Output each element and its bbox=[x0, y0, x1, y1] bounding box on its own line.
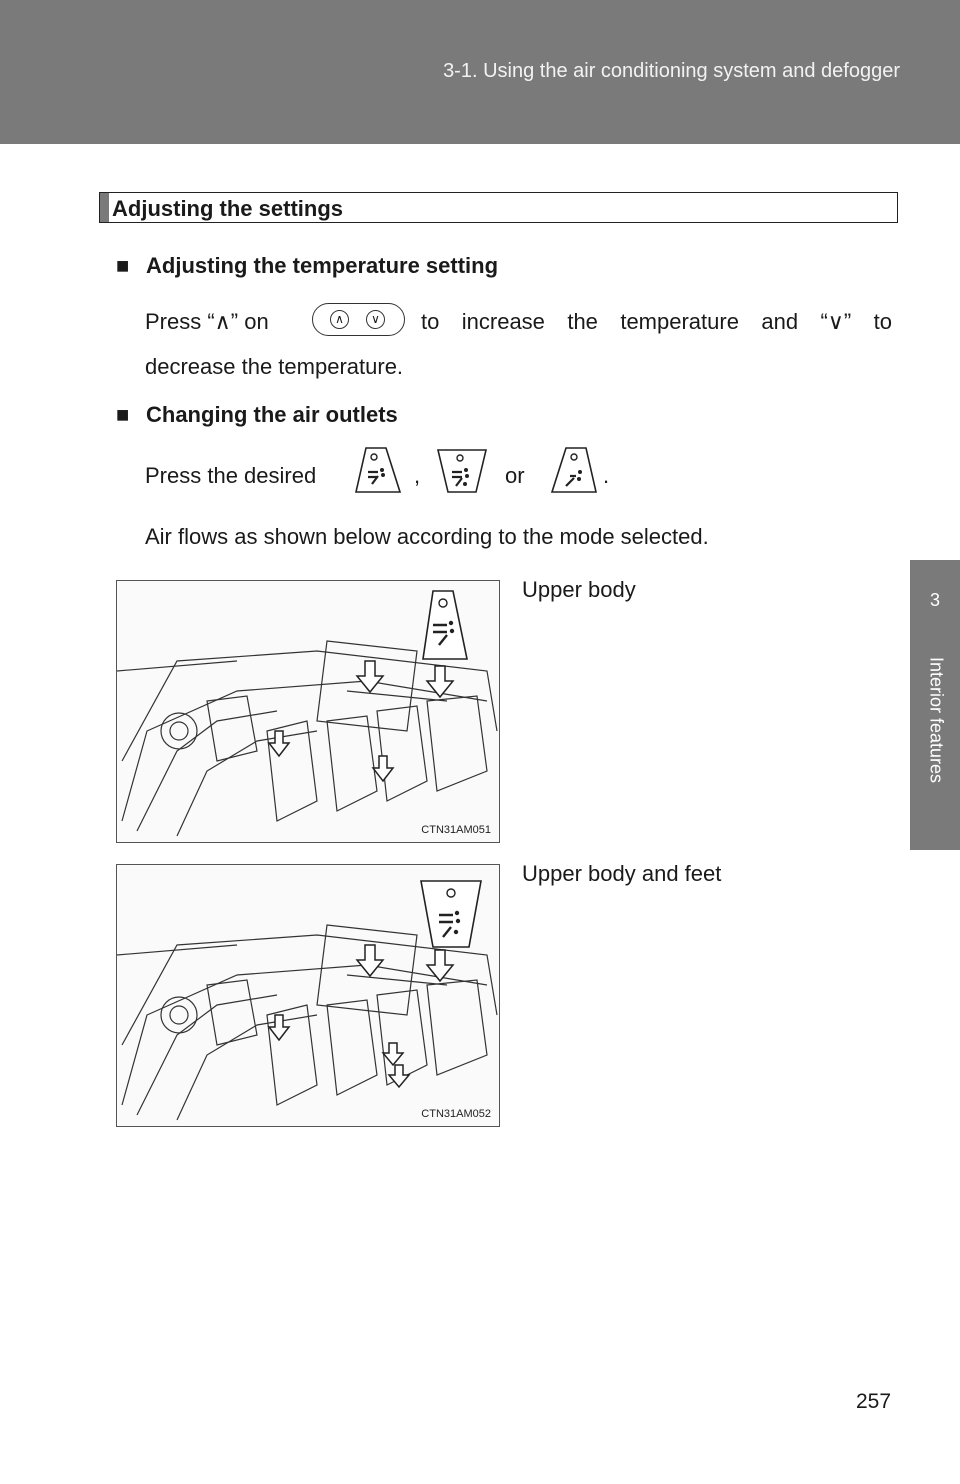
figure-upper-body-and-feet bbox=[116, 864, 500, 1127]
down-chevron-icon: ∨ bbox=[366, 310, 385, 329]
temperature-text-part1: Press “∧” on bbox=[145, 309, 269, 334]
outlets-period: . bbox=[603, 463, 610, 488]
chapter-title: 3-1. Using the air conditioning system and defogger bbox=[443, 60, 900, 82]
temperature-heading bbox=[116, 253, 498, 279]
figure-upper-body bbox=[116, 580, 500, 843]
figure-code: CTN31AM051 bbox=[421, 824, 491, 836]
bilevel-mode-icon bbox=[436, 446, 488, 496]
section-heading-bar bbox=[100, 193, 109, 222]
figure-caption: Upper body bbox=[522, 577, 636, 602]
chapter-number: 3 bbox=[929, 590, 940, 610]
airflow-description: Air flows as shown below according to the mode selected. bbox=[145, 524, 709, 549]
feet-mode-icon bbox=[548, 446, 600, 496]
page-header bbox=[0, 0, 960, 144]
chapter-label: Interior features bbox=[926, 656, 947, 784]
temperature-text-line2: decrease the temperature. bbox=[145, 354, 404, 379]
face-mode-icon bbox=[352, 446, 404, 496]
outlets-press-text: Press the desired bbox=[145, 463, 317, 488]
figure-caption: Upper body and feet bbox=[522, 861, 722, 886]
temperature-switch-icon bbox=[312, 303, 405, 336]
square-bullet-icon: ■ bbox=[116, 253, 130, 278]
temperature-heading-text: Adjusting the temperature setting bbox=[146, 253, 499, 278]
section-heading-box bbox=[99, 192, 898, 223]
car-interior-illustration bbox=[117, 581, 500, 843]
outlets-comma: , bbox=[414, 463, 421, 488]
square-bullet-icon: ■ bbox=[116, 402, 130, 427]
up-chevron-icon: ∧ bbox=[330, 310, 349, 329]
outlets-heading-text: Changing the air outlets bbox=[146, 402, 398, 427]
outlets-heading bbox=[116, 402, 398, 428]
outlets-or: or bbox=[505, 463, 525, 488]
section-title: Adjusting the settings bbox=[112, 196, 343, 221]
car-interior-illustration bbox=[117, 865, 500, 1127]
figure-code: CTN31AM052 bbox=[421, 1108, 491, 1120]
temperature-text-part2: to increase the temperature and “∨” to bbox=[421, 309, 892, 334]
page-number: 257 bbox=[856, 1390, 892, 1413]
